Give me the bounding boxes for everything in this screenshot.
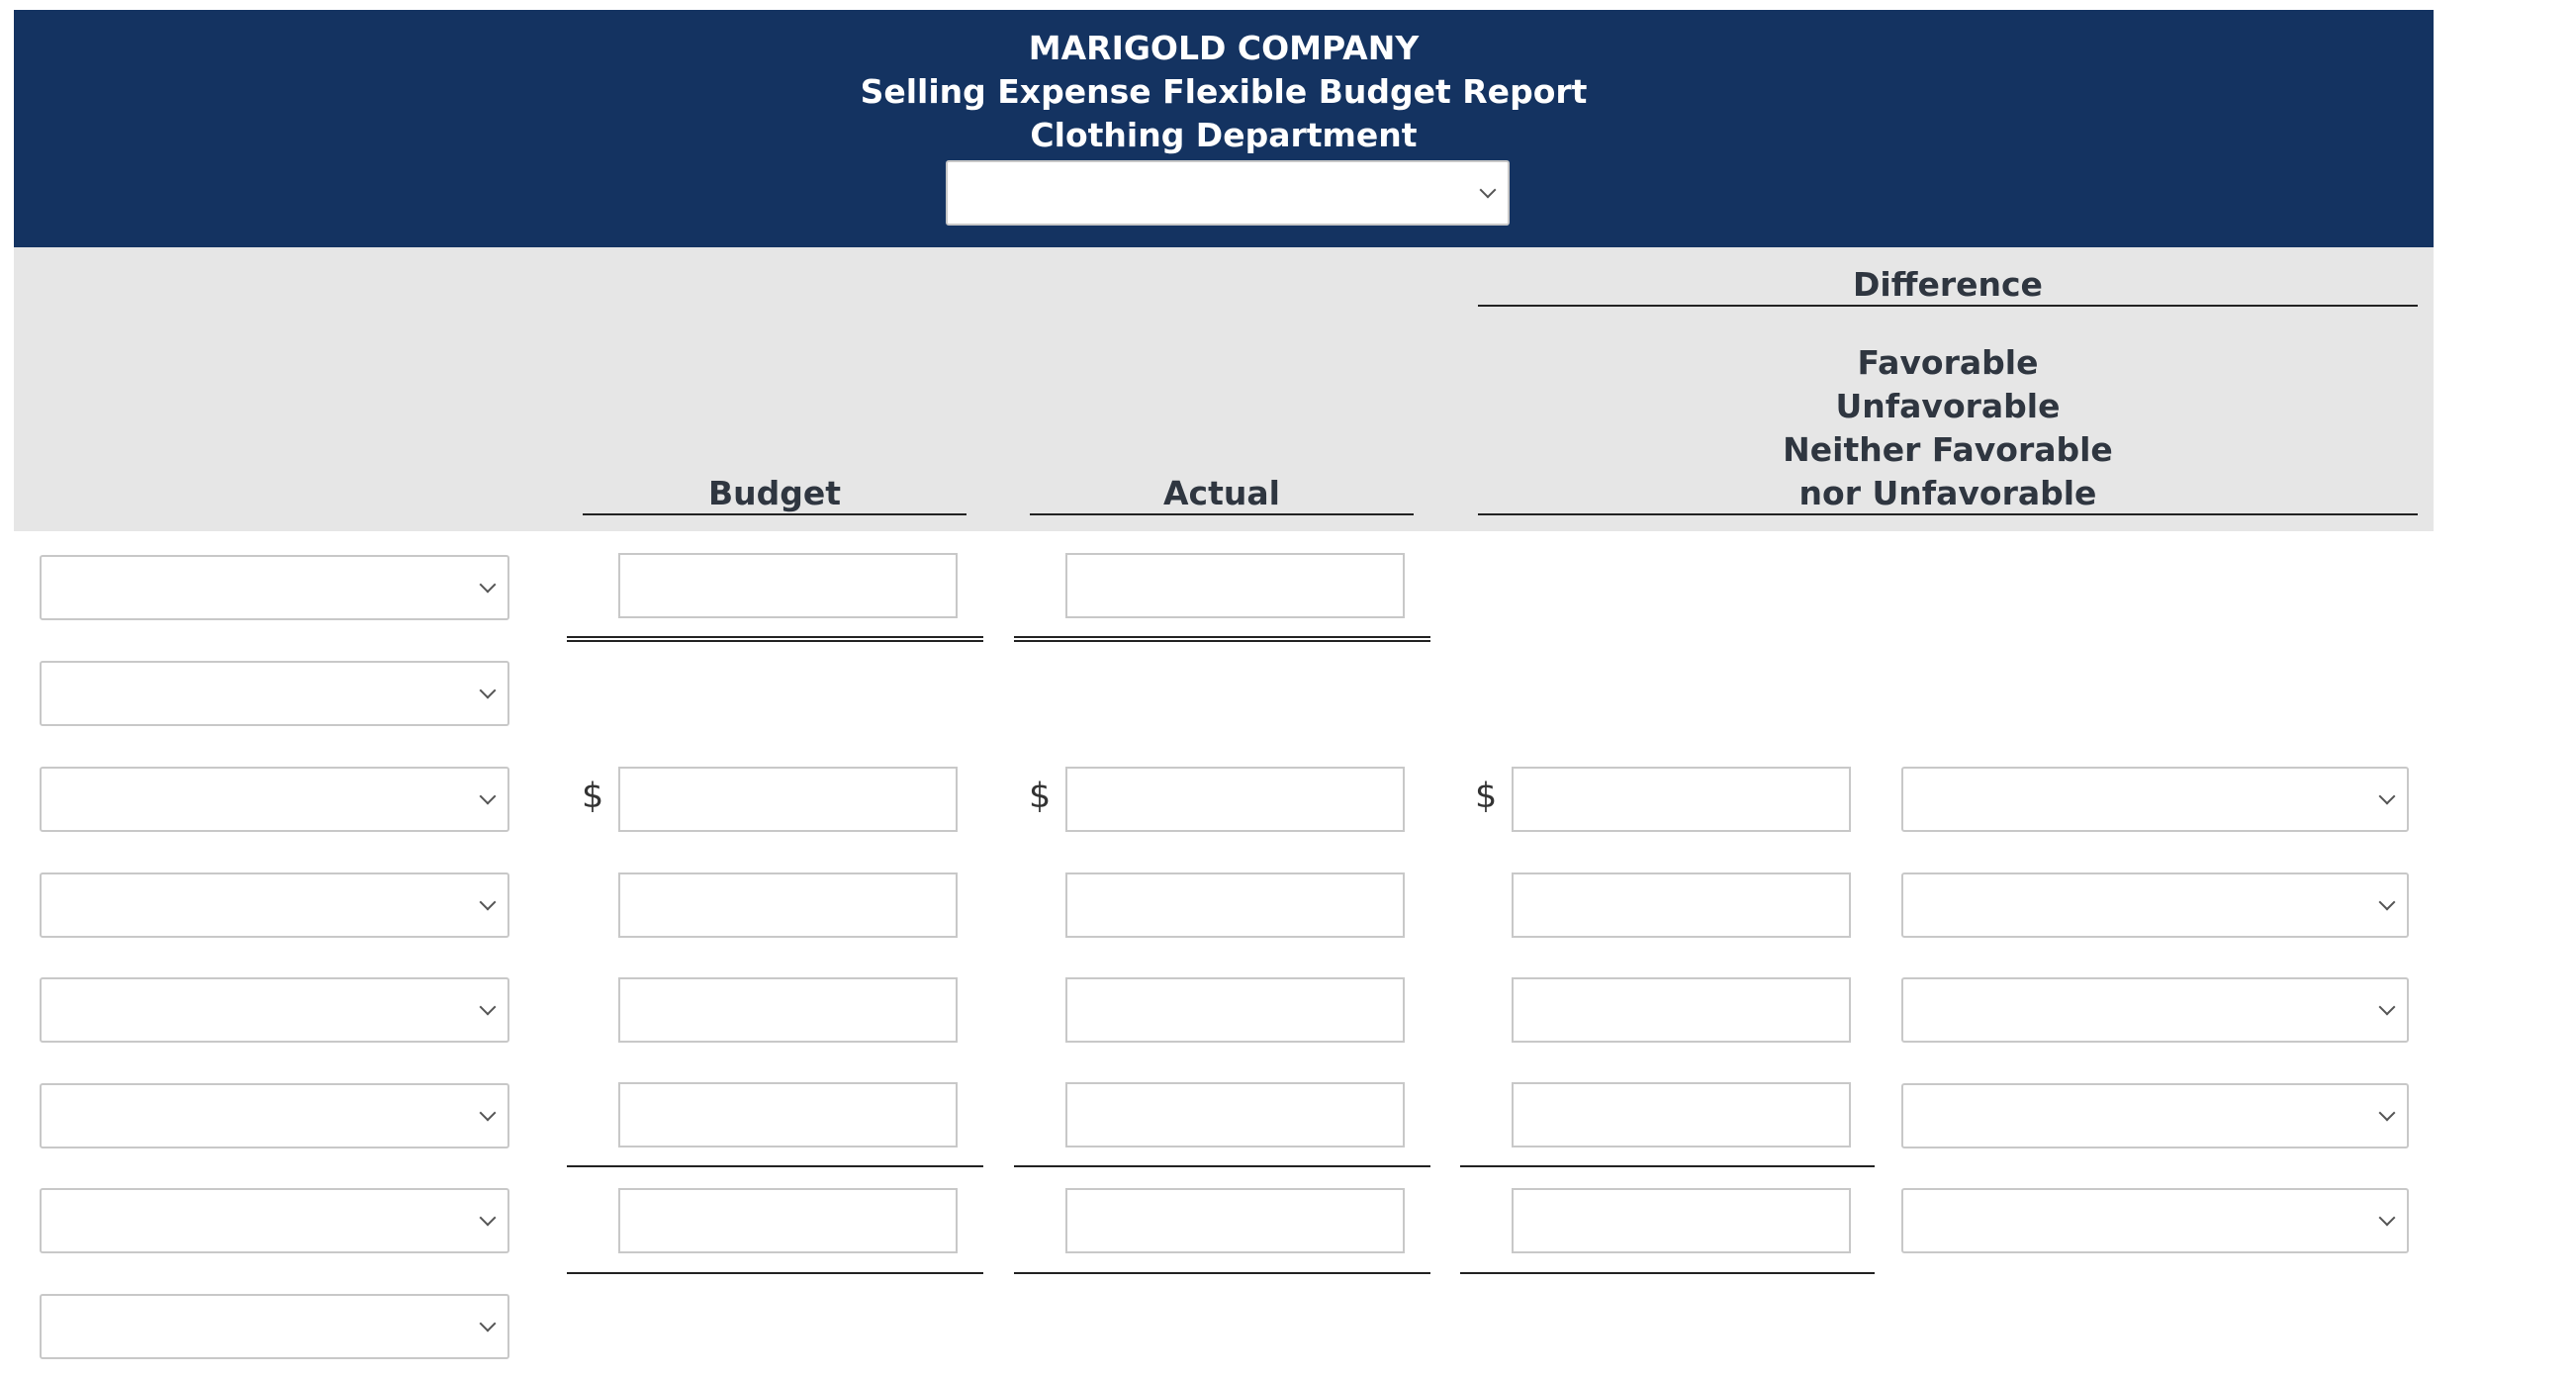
row-7-label-select[interactable] — [40, 1188, 509, 1253]
row-7-difference-input[interactable] — [1512, 1188, 1851, 1253]
row-4-label-select[interactable] — [40, 872, 509, 938]
row-6-difference-input[interactable] — [1512, 1082, 1851, 1148]
row-2-label-select[interactable] — [40, 661, 509, 726]
period-select[interactable] — [946, 160, 1510, 226]
chevron-down-icon — [480, 999, 497, 1016]
report-header — [14, 10, 2434, 247]
row-6-budget-input[interactable] — [618, 1082, 958, 1148]
difference-heading: Difference — [1853, 265, 2043, 304]
row-6-favorability-select[interactable] — [1901, 1083, 2409, 1148]
row-5-label-select[interactable] — [40, 977, 509, 1043]
row-3-favorability-select[interactable] — [1901, 767, 2409, 832]
chevron-down-icon — [480, 1105, 497, 1122]
difference-rule — [1478, 305, 2418, 307]
difference-subtotal-rule — [1460, 1165, 1875, 1167]
chevron-down-icon — [2379, 1105, 2396, 1122]
row-6-actual-input[interactable] — [1065, 1082, 1405, 1148]
actual-currency-symbol: $ — [1029, 777, 1052, 816]
budget-currency-symbol: $ — [582, 777, 604, 816]
row-5-actual-input[interactable] — [1065, 977, 1405, 1043]
chevron-down-icon — [480, 683, 497, 699]
budget-double-rule — [567, 636, 983, 642]
budget-rule — [583, 513, 966, 515]
difference-option-unfavorable: Unfavorable — [1835, 387, 2061, 425]
chevron-down-icon — [2379, 788, 2396, 805]
row-3-difference-input[interactable] — [1512, 767, 1851, 832]
difference-currency-symbol: $ — [1475, 777, 1498, 816]
row-4-budget-input[interactable] — [618, 872, 958, 938]
actual-rule — [1030, 513, 1414, 515]
row-7-actual-input[interactable] — [1065, 1188, 1405, 1253]
row-3-label-select[interactable] — [40, 767, 509, 832]
row-5-favorability-select[interactable] — [1901, 977, 2409, 1043]
difference-option-neither: Neither Favorable — [1783, 430, 2113, 469]
row-5-budget-input[interactable] — [618, 977, 958, 1043]
actual-subtotal-rule — [1014, 1165, 1430, 1167]
row-3-actual-input[interactable] — [1065, 767, 1405, 832]
actual-heading: Actual — [1163, 474, 1280, 512]
chevron-down-icon — [2379, 894, 2396, 911]
difference-bottom-rule — [1478, 513, 2418, 515]
chevron-down-icon — [2379, 1210, 2396, 1227]
company-name: MARIGOLD COMPANY — [1028, 29, 1420, 67]
row-7-budget-input[interactable] — [618, 1188, 958, 1253]
chevron-down-icon — [1480, 182, 1497, 199]
actual-double-rule — [1014, 636, 1430, 642]
row-8-label-select[interactable] — [40, 1294, 509, 1359]
chevron-down-icon — [480, 1316, 497, 1332]
row-7-favorability-select[interactable] — [1901, 1188, 2409, 1253]
difference-total-rule — [1460, 1272, 1875, 1274]
actual-total-rule — [1014, 1272, 1430, 1274]
row-1-budget-input[interactable] — [618, 553, 958, 618]
report-title: Selling Expense Flexible Budget Report — [860, 72, 1588, 111]
chevron-down-icon — [480, 788, 497, 805]
column-headings — [14, 247, 2434, 531]
row-3-budget-input[interactable] — [618, 767, 958, 832]
chevron-down-icon — [480, 577, 497, 594]
budget-subtotal-rule — [567, 1165, 983, 1167]
budget-total-rule — [567, 1272, 983, 1274]
difference-option-nor: nor Unfavorable — [1798, 474, 2097, 512]
row-4-favorability-select[interactable] — [1901, 872, 2409, 938]
row-4-difference-input[interactable] — [1512, 872, 1851, 938]
department-name: Clothing Department — [1030, 116, 1418, 154]
chevron-down-icon — [480, 1210, 497, 1227]
chevron-down-icon — [480, 894, 497, 911]
row-5-difference-input[interactable] — [1512, 977, 1851, 1043]
row-4-actual-input[interactable] — [1065, 872, 1405, 938]
budget-heading: Budget — [707, 474, 842, 512]
row-1-label-select[interactable] — [40, 555, 509, 620]
chevron-down-icon — [2379, 999, 2396, 1016]
row-1-actual-input[interactable] — [1065, 553, 1405, 618]
row-6-label-select[interactable] — [40, 1083, 509, 1148]
difference-option-favorable: Favorable — [1857, 343, 2039, 382]
